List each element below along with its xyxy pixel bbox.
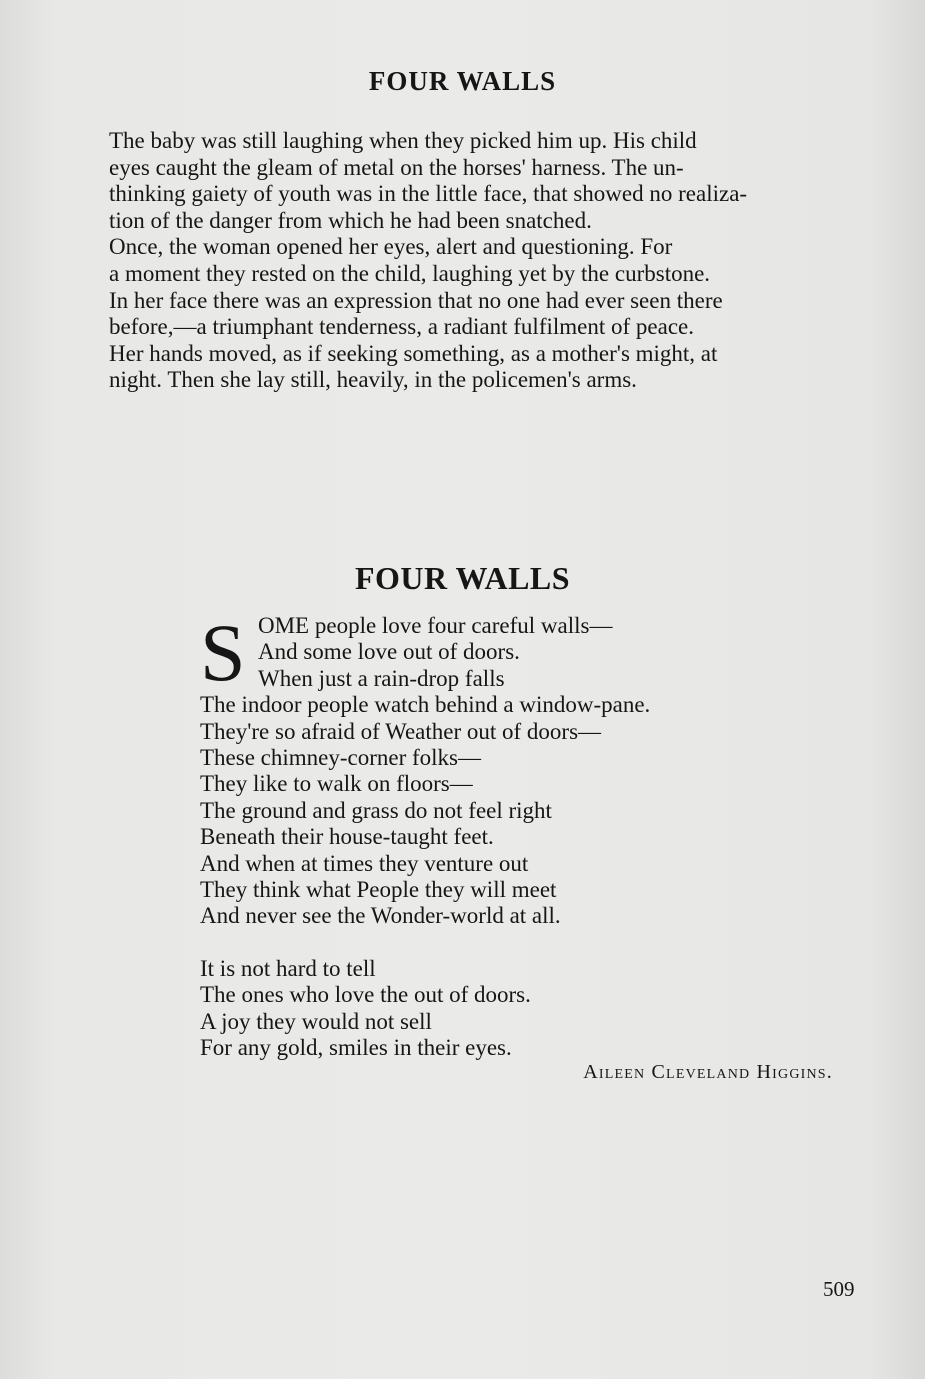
text-line: before,—a triumphant tenderness, a radiant fulfilment of peace.: [109, 314, 694, 340]
text-line: Once, the woman opened her eyes, alert and questioning. For: [109, 234, 673, 260]
page-number: 509: [823, 1277, 855, 1301]
poem-line: The indoor people watch behind a window-pane.: [200, 692, 651, 718]
text-line: a moment they rested on the child, laughing yet by the curbstone.: [109, 260, 711, 286]
text-line: thinking gaiety of youth was in the little face, that showed no realiza-: [109, 181, 748, 207]
poem-title: FOUR WALLS: [354, 560, 571, 596]
drop-cap: S: [200, 607, 246, 698]
paragraph: [68, 234, 860, 394]
poem: [200, 607, 651, 1062]
poem-line: OME people love four careful walls—: [258, 613, 613, 638]
text-line: night. Then she lay still, heavily, in the policemen's arms.: [109, 367, 637, 393]
poem-opening: [200, 607, 650, 698]
text-line: eyes caught the gleam of metal on the horses' harness. The un-: [109, 154, 684, 180]
poem-line: When just a rain-drop falls: [258, 665, 505, 691]
poem-line: They think what People they will meet: [200, 877, 557, 903]
text-line: tion of the danger from which he had been snatched.: [109, 207, 592, 233]
poem-line: They like to walk on floors—: [200, 771, 473, 797]
paragraph: [68, 128, 860, 234]
text-line: The baby was still laughing when they picked him up. His child: [109, 128, 697, 153]
prose-block: [68, 128, 860, 394]
poem-line: And never see the Wonder-world at all.: [200, 903, 561, 929]
text-line: Her hands moved, as if seeking something, as a mother's might, at: [109, 340, 718, 366]
stanza-break: [200, 930, 650, 956]
poem-line: The ones who love the out of doors.: [200, 982, 531, 1008]
poem-line: They're so afraid of Weather out of doors—: [200, 718, 602, 744]
poem-line: These chimney-corner folks—: [200, 745, 482, 771]
poem-line: A joy they would not sell: [200, 1008, 432, 1034]
text-line: In her face there was an expression that no one had ever seen there: [109, 287, 723, 313]
poem-line: It is not hard to tell: [200, 955, 376, 981]
poem-line: And when at times they venture out: [200, 850, 529, 876]
poem-line: For any gold, smiles in their eyes.: [200, 1035, 512, 1061]
poem-attribution: Aileen Cleveland Higgins.: [583, 1061, 833, 1083]
poem-line: The ground and grass do not feel right: [200, 797, 552, 823]
running-head: FOUR WALLS: [368, 66, 557, 96]
poem-line: Beneath their house-taught feet.: [200, 824, 494, 850]
poem-line: And some love out of doors.: [258, 639, 520, 665]
